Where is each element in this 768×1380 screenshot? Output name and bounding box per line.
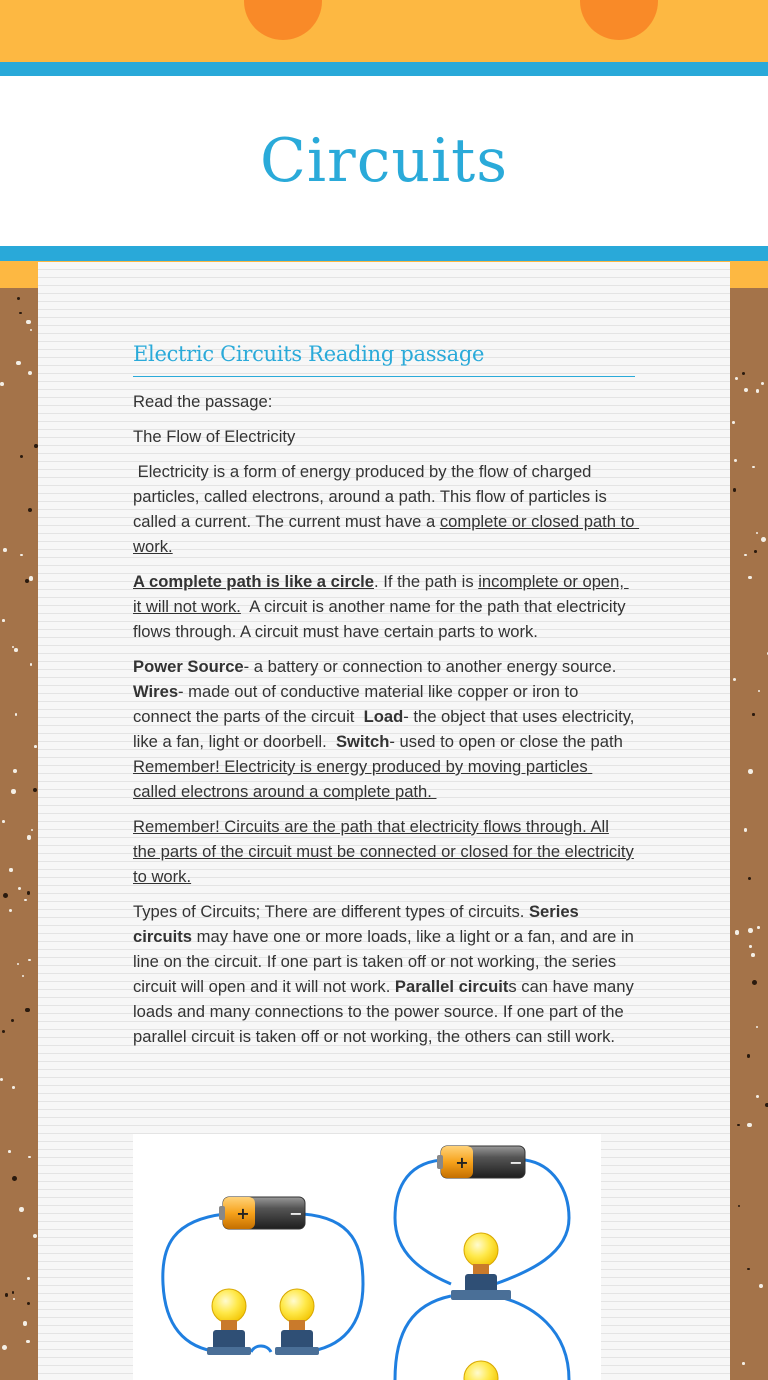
cork-speck [734,459,737,462]
page-title: Circuits [259,126,509,196]
cork-speck [737,1124,740,1127]
paragraph-2-text-b: A circuit is another name for the path that electricity flows through. A circuit must have certain parts to work. [133,597,631,641]
reading-section [133,342,640,1059]
series-wire [163,1214,363,1352]
cork-speck [733,488,736,491]
paragraph-5-text-a: Types of Circuits; There are different types of circuits. [133,902,529,921]
paragraph-5-text-c: s can have many loads and many connections to the power source. If one part of the parallel circuit is taken off or not working, the others can still work. [133,977,639,1046]
cork-speck [2,619,5,622]
cork-speck [744,388,748,392]
wires-text: - made out of conductive material like copper or iron to connect the parts of the circuit [133,682,583,726]
circuit-diagram-svg [133,1134,601,1380]
cork-speck [27,835,31,839]
cork-speck [27,1302,30,1305]
cork-speck [33,788,37,792]
cork-speck [24,899,26,901]
parallel-bulb-1 [451,1233,511,1300]
circuit-diagram [133,1134,601,1380]
cork-speck [758,690,760,692]
cork-speck [2,1030,5,1033]
cork-speck [28,959,31,962]
cork-speck [29,576,34,581]
paragraph-1-text: Electricity is a form of energy produced by the flow of charged particles, called electrons, around a path. This flow of particles is called a current. The current must have a [133,462,612,531]
cork-speck [11,1019,14,1022]
paragraph-4-remember: Remember! Circuits are the path that electricity flows through. All the parts of the circuit must be connected or closed for the electricity to work. [133,817,634,886]
cork-speck [735,377,738,380]
cork-speck [9,868,12,871]
cork-speck [17,963,19,965]
cork-speck [0,1078,3,1081]
parallel-battery-minus: − [509,1153,523,1172]
paragraph-5 [133,899,639,1049]
title-banner [0,76,768,246]
paragraph-1-underlined: complete or closed path to work. [133,512,640,556]
cork-speck [25,1008,29,1012]
cork-speck [761,382,764,385]
cork-speck [12,1176,17,1181]
cork-speck [33,1234,37,1238]
cork-speck [747,1054,750,1057]
paragraph-3 [133,654,640,804]
cork-speck [34,745,37,748]
cork-speck [3,893,8,898]
cork-speck [16,361,20,365]
cork-speck [748,576,751,579]
paragraph-3-remember: Remember! Electricity is energy produced by moving particles called electrons around a complete path. [133,757,593,801]
cork-speck [759,1284,763,1288]
paragraph-2 [133,569,635,644]
series-circuit [163,1197,363,1355]
cork-speck [27,1277,30,1280]
cork-speck [30,329,33,332]
switch-text: - used to open or close the path [389,732,628,751]
cork-speck [2,820,5,823]
parallel-circuit-label: Parallel circuit [394,977,509,996]
cork-speck [9,909,13,913]
cork-speck [20,455,23,458]
header-stripe-bottom [0,246,768,261]
cork-speck [17,297,20,300]
series-battery-minus: − [289,1204,303,1223]
cork-speck [749,945,752,948]
cork-speck [747,1268,749,1270]
cork-speck [3,548,7,552]
cork-speck [756,532,758,534]
cork-speck [8,1150,11,1153]
cork-speck [735,930,740,935]
section-heading: Electric Circuits Reading passage [133,342,635,377]
cork-speck [28,1156,31,1159]
cork-speck [756,389,759,392]
header-band [0,0,768,62]
cork-speck [738,1205,740,1207]
load-text: - the object that uses electricity, like a fan, light or doorbell. [133,707,640,751]
cork-speck [748,769,753,774]
cork-speck [14,648,18,652]
cork-speck [0,382,4,386]
paragraph-5-text-b: may have one or more loads, like a light or a fan, and are in line on the circuit. If one part is taken off or not working, the series circuit will open and it will not work. [133,927,639,996]
cork-speck [18,887,21,890]
paragraph-2-underlined: incomplete or open, it will not work. [133,572,629,616]
cork-speck [2,1345,7,1350]
cork-speck [11,789,15,793]
series-circuits-label: Series circuits [133,902,584,946]
paragraph-2-bold: A complete path is like a circle [133,572,375,591]
cork-speck [744,828,747,831]
cork-speck [756,1026,758,1028]
cork-speck [13,1298,15,1300]
cork-speck [26,1340,30,1344]
paragraph-4 [133,814,635,889]
power-source-label: Power Source [133,657,244,676]
cork-speck [744,554,747,557]
decorative-circle-left [244,0,322,40]
cork-speck [748,928,753,933]
worksheet-paper [38,262,730,1380]
cork-speck [754,550,757,553]
cork-speck [757,926,760,929]
switch-label: Switch [335,732,390,751]
cork-speck [12,1086,15,1089]
wires-label: Wires [133,682,179,701]
cork-speck [26,320,31,325]
paragraph-2-text-a: . If the path is [374,572,479,591]
cork-speck [28,508,32,512]
cork-speck [15,713,18,716]
series-battery [219,1197,305,1229]
cork-speck [19,1207,23,1211]
passage-intro: Read the passage: [133,392,273,411]
series-battery-plus: + [236,1204,250,1223]
parallel-battery [437,1146,525,1178]
header-stripe-top [0,62,768,77]
parallel-battery-plus: + [455,1153,469,1172]
cork-speck [31,829,33,831]
decorative-circle-right [580,0,658,40]
load-label: Load [363,707,404,726]
cork-speck [752,713,754,715]
parallel-circuit [395,1146,569,1380]
parallel-bulb-2 [464,1361,498,1380]
cork-speck [30,663,33,666]
cork-speck [28,371,32,375]
cork-speck [748,877,751,880]
power-source-text: - a battery or connection to another energy source. [243,657,621,676]
cork-speck [22,975,24,977]
cork-speck [756,1095,759,1098]
cork-speck [23,1321,28,1326]
passage-subtitle: The Flow of Electricity [133,427,296,446]
cork-speck [761,537,766,542]
cork-speck [733,678,736,681]
paragraph-1 [133,459,640,559]
series-bulb-1 [207,1289,251,1355]
series-bulb-2 [275,1289,319,1355]
cork-speck [13,769,17,773]
cork-speck [19,312,22,315]
cork-speck [752,980,757,985]
cork-speck [752,466,754,468]
cork-speck [5,1293,8,1296]
cork-speck [27,891,30,894]
cork-speck [747,1123,751,1127]
cork-speck [20,554,22,556]
cork-speck [742,1362,745,1365]
cork-speck [751,953,755,957]
cork-speck [732,421,735,424]
cork-speck [742,372,745,375]
cork-speck [12,1291,14,1293]
